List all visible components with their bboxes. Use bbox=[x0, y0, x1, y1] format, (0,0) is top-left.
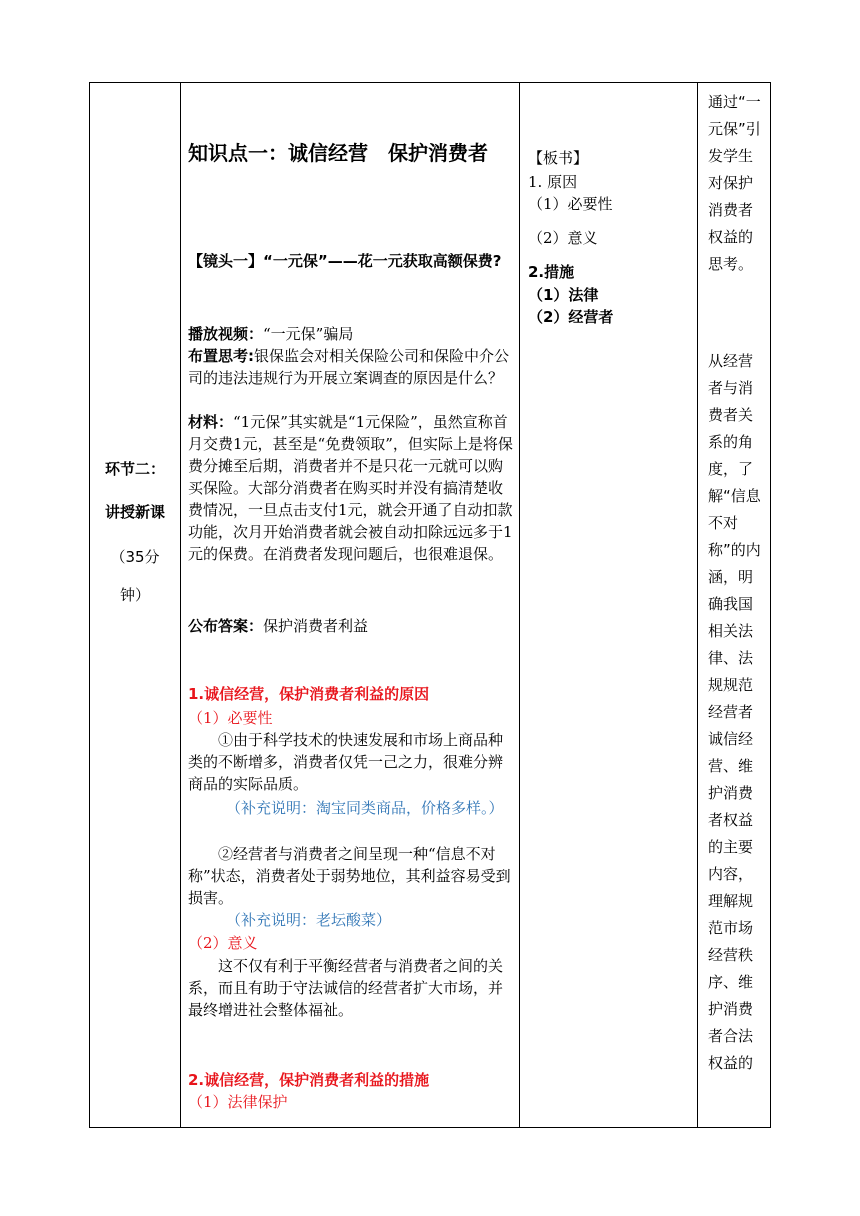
board-item1: 1. 原因 bbox=[528, 173, 578, 191]
knowledge-heading: 知识点一：诚信经营 保护消费者 bbox=[188, 141, 488, 165]
section1-title: 1.诚信经营，保护消费者利益的原因 bbox=[188, 685, 430, 703]
necessity-label: （1）必要性 bbox=[188, 709, 273, 727]
board-item1b: （2）意义 bbox=[528, 229, 598, 247]
meaning-text: 这不仅有利于平衡经营者与消费者之间的关系，而且有助于守法诚信的经营者扩大市场，并最终增进社会整体福祉。 bbox=[188, 957, 504, 1019]
video-text: “一元保”骗局 bbox=[263, 325, 354, 343]
intent-text2: 从经营者与消费者关系的角度，了解“信息不对称”的内涵，明确我国相关法律、法规规范经营者诚信经营、维护消费者权益的主要内容，理解规范市场经营秩序、维护消费者合法权益的 bbox=[708, 352, 761, 1072]
material-paragraph bbox=[188, 411, 513, 565]
stage-cell bbox=[90, 83, 180, 1127]
intent-cell bbox=[698, 83, 771, 1127]
material-text: “1元保”其实就是“1元保险”，虽然宣称首月交费1元，甚至是“免费领取”，但实际上是将保费分摊至后期，消费者并不是只花一元就可以购买保险。大部分消费者在购买时并没有搞清楚收费情况，一旦点击支付1元，就会开通了自动扣款功能，次月开始消费者就会被自动扣除远远多于1元的保费。在消费者发现问题后，也很难退保。 bbox=[188, 413, 513, 563]
answer-text: 保护消费者利益 bbox=[263, 617, 369, 635]
board-item2: 2.措施 bbox=[528, 263, 575, 281]
answer-label: 公布答案： bbox=[188, 617, 264, 635]
lesson-table bbox=[89, 82, 771, 1128]
think-label: 布置思考: bbox=[188, 347, 254, 365]
stage-duration: （35分钟） bbox=[110, 548, 160, 604]
section2-title: 2.诚信经营，保护消费者利益的措施 bbox=[188, 1071, 430, 1089]
think-paragraph bbox=[188, 345, 513, 389]
answer-line bbox=[188, 615, 513, 637]
law-label: （1）法律保护 bbox=[188, 1093, 288, 1111]
point1: ①由于科学技术的快速发展和市场上商品种类的不断增多，消费者仅凭一己之力，很难分辨商品的实际品质。 bbox=[188, 731, 504, 793]
board-item2b: （2）经营者 bbox=[528, 308, 614, 326]
board-cell bbox=[520, 83, 697, 1127]
board-item1a: （1）必要性 bbox=[528, 195, 613, 213]
board-item2a: （1）法律 bbox=[528, 286, 599, 304]
point2: ②经营者与消费者之间呈现一种“信息不对称”状态，消费者处于弱势地位，其利益容易受到损害。 bbox=[188, 845, 511, 907]
video-line bbox=[188, 323, 513, 345]
meaning-label: （2）意义 bbox=[188, 934, 258, 952]
think-text: 银保监会对相关保险公司和保险中介公司的违法违规行为开展立案调查的原因是什么？ bbox=[188, 347, 510, 387]
board-title: 【板书】 bbox=[528, 149, 589, 167]
stage-subtitle: 讲授新课 bbox=[104, 503, 165, 521]
intent-text1: 通过“一元保”引发学生对保护消费者权益的思考。 bbox=[708, 93, 761, 273]
content-cell bbox=[180, 83, 519, 1127]
material-label: 材料： bbox=[188, 413, 234, 431]
note2: （补充说明：老坛酸菜） bbox=[226, 911, 392, 929]
stage-title: 环节二： bbox=[104, 460, 165, 478]
note1: （补充说明：淘宝同类商品，价格多样。） bbox=[226, 799, 504, 817]
scene-title: 【镜头一】“一元保”——花一元获取高额保费? bbox=[188, 252, 502, 270]
video-label: 播放视频： bbox=[188, 325, 264, 343]
